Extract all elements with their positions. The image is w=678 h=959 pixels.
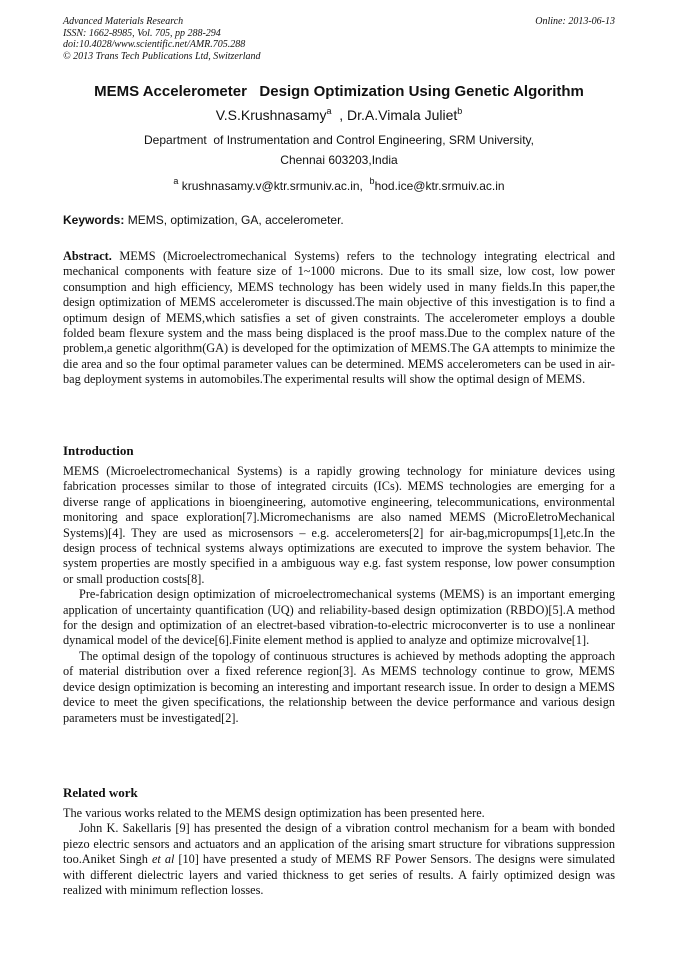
keywords: [63, 213, 615, 227]
abstract-text: MEMS (Microelectromechanical Systems) refers to the technology integrating electrical and mechanical components with feature size of 1~1000 microns. Due to its small size, low cost, low power consumption and high efficiency, MEMS technology has been widely used in many fields.In this paper,the design optimization of MEMS accelerometer is discussed.The main objective of this investigation is to find a optimum design of MEMS,which satisfies a set of given constraints. The accelerometer employs a double folded beam flexure system and the mass being displaced is the proof mass.Due to the complex nature of the problem,a genetic algorithm(GA) is developed for the optimization of MEMS.The GA attempts to minimize the die area and so the four optimal parameter values can be determined. MEMS accelerometers can be used in air-bag deployment systems in automobiles.The experimental results will show the optimal design of MEMS.: [63, 249, 615, 387]
introduction-heading: Introduction: [63, 443, 134, 458]
author-line: [0, 106, 678, 123]
related-paragraph-2-text-b: [10] have presented a study of MEMS RF Power Sensors. The designs were simulated with different dielectric layers and varied thickness to get series of results. A fairly optimized design was realized with minimum reflection losses.: [63, 852, 615, 898]
related-work-body: [63, 806, 615, 898]
journal-header: [63, 16, 615, 62]
paper-title: MEMS Accelerometer Design Optimization Using Genetic Algorithm: [94, 83, 584, 100]
online-date: Online: 2013-06-13: [535, 16, 615, 27]
related-paragraph-2-etal: et al: [151, 852, 175, 867]
related-paragraph-2: [63, 821, 615, 898]
author-separator: ,: [331, 107, 348, 123]
intro-paragraph-1: MEMS (Microelectromechanical Systems) is a rapidly growing technology for miniature devices using fabrication processes similar to those of integrated circuits (ICs). MEMS technologies are emerging for a diverse range of applications in bioengineering, automotive engineering, telecommunications, environmental monitoring and space exploration[7].Micromechanisms are also named MEMS (MicroEletroMechanical Systems)[4]. They are used as microsensors – e.g. accelerometers[2] for air-bag,micropumps[1],etc.In the design process of technical systems always optimizations are executed to improve the system behavior. The system properties are mostly specified in a ambiguous way e.g. fast system response, low power consumption or small production costs[8].: [63, 464, 615, 586]
email-b[interactable]: hod.ice@ktr.srmuiv.ac.in: [374, 179, 505, 193]
author-2-mark: b: [457, 106, 463, 116]
related-paragraph-1: The various works related to the MEMS design optimization has been presented here.: [63, 806, 485, 820]
journal-name: Advanced Materials Research: [63, 16, 184, 27]
related-work-heading: Related work: [63, 785, 138, 800]
abstract: [63, 249, 615, 388]
journal-copyright: © 2013 Trans Tech Publications Ltd, Switzerland: [63, 50, 261, 62]
introduction-body: [63, 464, 615, 726]
affiliation-line-2: Chennai 603203,India: [280, 153, 398, 167]
intro-paragraph-3: The optimal design of the topology of continuous structures is achieved by methods adopting the approach of material distribution over a fixed reference region[3]. As MEMS technology continue to grow, MEMS device design optimization is becoming an interesting and important research issue. In order to design a MEMS device to meet the given specifications, the relationship between the device performance and various design parameters must be investigated[2].: [63, 648, 615, 725]
author-1: V.S.Krushnasamy: [215, 107, 327, 123]
email-b-mark: b: [369, 176, 375, 186]
keywords-text: MEMS, optimization, GA, accelerometer.: [124, 213, 344, 227]
email-line: [0, 176, 678, 193]
email-a[interactable]: krushnasamy.v@ktr.srmuniv.ac.in,: [178, 179, 370, 193]
affiliation-line-1: Department of Instrumentation and Control Engineering, SRM University,: [144, 133, 534, 147]
journal-doi[interactable]: doi:10.4028/www.scientific.net/AMR.705.288: [63, 39, 246, 50]
abstract-label: Abstract.: [63, 249, 112, 263]
journal-issn: ISSN: 1662-8985, Vol. 705, pp 288-294: [63, 27, 221, 39]
intro-paragraph-2: Pre-fabrication design optimization of microelectromechanical systems (MEMS) is an important emerging application of uncertainty quantification (UQ) and reliability-based design optimization (RBDO)[5].A method for the design and optimization of an electret-based vibration-to-electric microconverter is to use a nonlinear dynamical model of the device[6].Finite element method is applied to analyze and optimize microvalve[1].: [63, 587, 615, 648]
author-2: Dr.A.Vimala Juliet: [347, 107, 458, 123]
author-1-mark: a: [326, 106, 332, 116]
email-a-mark: a: [173, 176, 179, 186]
related-paragraph-2-text-a: John K. Sakellaris [9] has presented the design of a vibration control mechanism for a beam with bonded piezo electric sensors and actuators and an application of the arising smart structure for vibrations suppression too.Aniket Singh: [63, 821, 615, 867]
keywords-label: Keywords:: [63, 213, 125, 227]
